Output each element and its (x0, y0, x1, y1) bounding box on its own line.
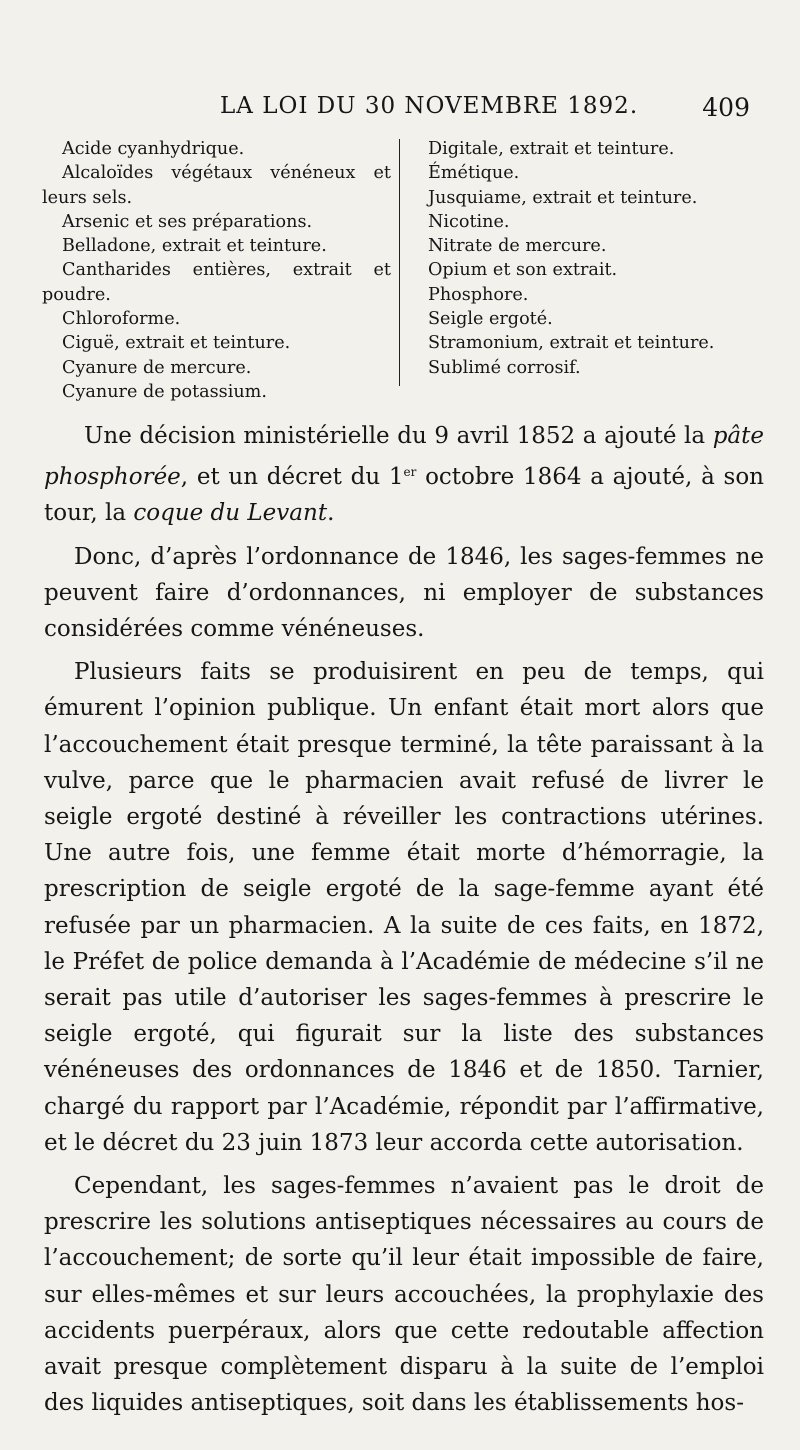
list-item: Alcaloïdes végétaux vénéneux et leurs sels. (42, 163, 391, 208)
list-item: Nitrate de mercure. (428, 236, 607, 257)
substance-list-left-column (42, 137, 401, 404)
list-item: Opium et son extrait. (428, 260, 618, 281)
italic-term: pâte phosphorée (44, 423, 764, 491)
paragraph: Une décision ministérielle du 9 avril 1852 a ajouté la pâte phosphorée, et un décret du 1er octobre 1864 a ajouté, à son tour, la coque du Levant. (44, 423, 764, 527)
list-item: Arsenic et ses préparations. (62, 211, 313, 232)
list-item: Cyanure de potassium. (62, 381, 267, 402)
list-item: Nicotine. (428, 211, 510, 232)
list-item: Chloroforme. (62, 309, 181, 330)
list-item: Seigle ergoté. (428, 309, 553, 330)
column-divider (399, 139, 400, 386)
list-item: Phosphore. (428, 284, 529, 305)
list-item: Acide cyanhydrique. (62, 139, 245, 159)
list-item: Digitale, extrait et teinture. (428, 139, 675, 159)
body-text (44, 418, 764, 1421)
running-title: LA LOI DU 30 NOVEMBRE 1892. (220, 93, 639, 119)
substance-list (42, 137, 760, 404)
paragraph: Plusieurs faits se produisirent en peu de temps, qui émurent l’opinion publique. Un enfant était mort alors que l’accouchement était presque terminé, la tête paraissant à la vulve, parce que le pharmacien avait refusé de livrer le seigle ergoté destiné à réveiller les contractions utérines. Une autre fois, une femme était morte d’hémorragie, la prescription de seigle ergoté de la sage-femme ayant été refusée par un pharmacien. A la suite de ces faits, en 1872, le Préfet de police demanda à l’Académie de médecine s’il ne serait pas utile d’autoriser les sages-femmes à prescrire le seigle ergoté, qui figurait sur la liste des substances vénéneuses des ordonnances de 1846 et de 1850. Tarnier, chargé du rapport par l’Académie, répondit par l’affirmative, et le décret du 23 juin 1873 leur accorda cette autorisation. (44, 659, 764, 1156)
substance-list-right-column (401, 137, 760, 404)
list-item: Sublimé corrosif. (428, 357, 581, 378)
superscript: er (403, 465, 417, 480)
paragraph: Cependant, les sages-femmes n’avaient pas le droit de prescrire les solutions antiseptiques nécessaires au cours de l’accouchement; de sorte qu’il leur était impossible de faire, sur elles-mêmes et sur leurs accouchées, la prophylaxie des accidents puerpéraux, alors que cette redoutable affection avait presque complètement disparu à la suite de l’emploi des liquides antiseptiques, soit dans les établissements hos- (44, 1173, 764, 1417)
page-number: 409 (702, 93, 750, 122)
page-header (0, 93, 800, 133)
italic-term: coque du Levant (133, 500, 328, 527)
list-item: Jusquiame, extrait et teinture. (428, 187, 698, 208)
paragraph: Donc, d’après l’ordonnance de 1846, les sages-femmes ne peuvent faire d’ordonnances, ni employer de substances considérées comme vénéneuses. (44, 543, 764, 643)
list-item: Belladone, extrait et teinture. (62, 236, 327, 257)
list-item: Émétique. (428, 163, 520, 184)
list-item: Stramonium, extrait et teinture. (428, 333, 715, 354)
list-item: Ciguë, extrait et teinture. (62, 333, 291, 354)
list-item: Cantharides entières, extrait et poudre. (42, 260, 391, 305)
list-item: Cyanure de mercure. (62, 357, 252, 378)
